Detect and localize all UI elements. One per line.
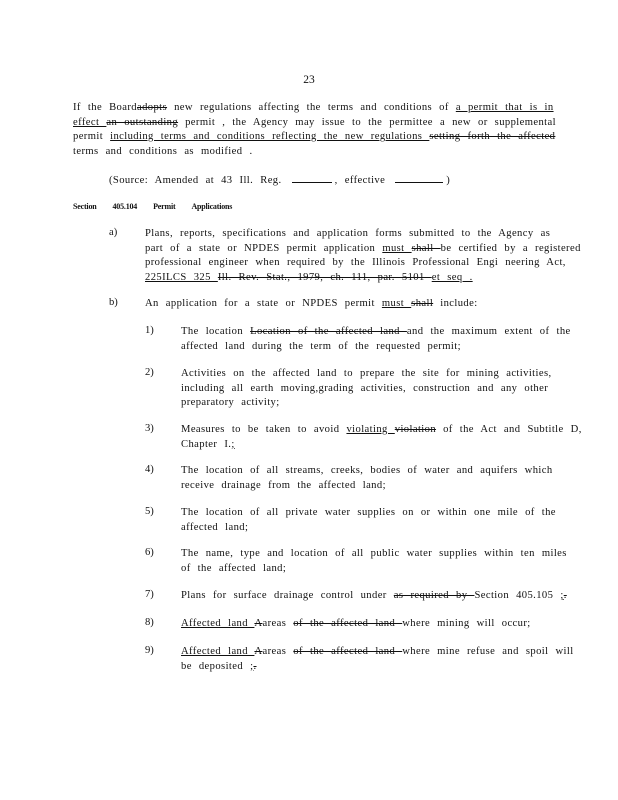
section-title-b: Applications bbox=[191, 202, 233, 211]
source-effective: effective bbox=[344, 175, 386, 186]
deleted-text: shall bbox=[411, 242, 441, 254]
intro-paragraph bbox=[73, 101, 556, 159]
item-8-text bbox=[181, 617, 531, 632]
item-text: of the Act and Subtitle D, bbox=[436, 424, 582, 435]
intro-text: If the Board bbox=[73, 102, 137, 113]
item-3-text bbox=[181, 423, 582, 452]
item-text: areas bbox=[262, 618, 294, 629]
deleted-text: of the affected land bbox=[293, 618, 403, 629]
item-line: including all earth moving,grading activities, construction and any other bbox=[181, 382, 549, 394]
item-6-number: 6) bbox=[145, 547, 154, 558]
item-text: Section 405.105 bbox=[474, 590, 561, 601]
item-text: Plans for surface drainage control under bbox=[181, 590, 394, 601]
inserted-text: a permit that is in bbox=[455, 102, 554, 113]
deleted-text: an outstanding bbox=[106, 116, 179, 128]
item-line: The location of all private water supplies on or within one mile of the bbox=[181, 507, 556, 518]
item-line: of the affected land; bbox=[181, 562, 287, 574]
section-title-a: Permit bbox=[153, 202, 176, 211]
item-text: areas bbox=[262, 646, 294, 657]
intro-line-4: terms and conditions as modified . bbox=[73, 145, 253, 157]
item-7-text bbox=[181, 589, 567, 604]
source-amended: Amended at 43 Ill. Reg. bbox=[154, 175, 282, 186]
deleted-text: . bbox=[253, 660, 257, 672]
inserted-text: effect bbox=[73, 116, 107, 128]
deleted-text: as required by bbox=[393, 590, 475, 601]
intro-line-2 bbox=[73, 116, 556, 131]
date-blank bbox=[395, 172, 443, 183]
intro-line-3 bbox=[73, 130, 556, 145]
inserted-text: violating bbox=[346, 424, 395, 435]
item-6-text bbox=[181, 547, 567, 576]
item-line: Activities on the affected land to prepare the site for mining activities, bbox=[181, 368, 552, 379]
deleted-text: A bbox=[254, 646, 263, 657]
deleted-text: Ill. Rev. Stat., 1979, ch. 111, par. 5101 bbox=[217, 271, 432, 283]
item-line: preparatory activity; bbox=[181, 397, 280, 408]
deleted-text: . bbox=[563, 590, 567, 601]
b-text: include: bbox=[433, 298, 478, 309]
inserted-text: ; bbox=[250, 660, 254, 672]
intro-line-1 bbox=[73, 101, 554, 116]
deleted-text: A bbox=[254, 618, 263, 629]
item-4-text bbox=[181, 464, 553, 493]
item-line bbox=[181, 438, 582, 453]
deleted-text: setting forth the affected bbox=[429, 131, 556, 142]
item-line: affected land; bbox=[181, 521, 249, 533]
item-line: receive drainage from the affected land; bbox=[181, 479, 386, 491]
reg-blank bbox=[292, 172, 332, 183]
a-text: be certified by a registered bbox=[440, 242, 581, 254]
item-text: and the maximum extent of the bbox=[406, 326, 571, 337]
source-prefix: (Source: bbox=[109, 175, 149, 186]
subsection-a-line: Plans, reports, specifications and application forms submitted to the Agency as bbox=[145, 228, 551, 239]
inserted-text: must bbox=[382, 242, 412, 254]
item-3-number: 3) bbox=[145, 423, 154, 434]
subsection-a-line bbox=[145, 242, 581, 257]
subsection-a-line: professional engineer when required by the Illinois Professional Engi neering Act, bbox=[145, 257, 566, 268]
item-line: The location of all streams, creeks, bodies of water and aquifers which bbox=[181, 465, 553, 476]
deleted-text: shall bbox=[411, 298, 434, 309]
subsection-a-line bbox=[145, 271, 540, 286]
deleted-text: ocation of the affected land bbox=[256, 326, 407, 337]
inserted-text: ; bbox=[231, 438, 235, 450]
page-number: 23 bbox=[303, 74, 315, 86]
item-7-number: 7) bbox=[145, 589, 154, 600]
item-1-text bbox=[181, 325, 571, 354]
item-8-number: 8) bbox=[145, 617, 154, 628]
deleted-text: adopts bbox=[136, 102, 168, 113]
inserted-text: 225ILCS 325 bbox=[145, 271, 218, 283]
source-close: ) bbox=[446, 175, 451, 186]
a-text: part of a state or NPDES permit application bbox=[145, 242, 383, 254]
inserted-text: ; bbox=[560, 590, 564, 601]
item-text: Measures to be taken to avoid bbox=[181, 424, 347, 435]
subsection-b-text bbox=[145, 297, 478, 312]
item-5-text bbox=[181, 506, 556, 535]
subsection-b-label: b) bbox=[109, 297, 118, 308]
item-4-number: 4) bbox=[145, 464, 154, 475]
item-line: affected land during the term of the requested permit; bbox=[181, 340, 461, 352]
item-9-number: 9) bbox=[145, 645, 154, 656]
inserted-text: must bbox=[381, 298, 412, 309]
item-9-text bbox=[181, 645, 574, 674]
item-2-number: 2) bbox=[145, 367, 154, 378]
item-text: Chapter I. bbox=[181, 438, 232, 450]
item-line: The name, type and location of all public water supplies within ten miles bbox=[181, 548, 567, 559]
item-text: The location bbox=[181, 326, 251, 337]
item-1-number: 1) bbox=[145, 325, 154, 336]
inserted-text: including terms and conditions reflecting the new regulations bbox=[110, 131, 430, 142]
subsection-a-label: a) bbox=[109, 227, 118, 238]
section-word: Section bbox=[73, 202, 97, 211]
deleted-text: of the affected land bbox=[293, 646, 403, 657]
intro-text: permit bbox=[73, 131, 111, 142]
source-comma: , bbox=[334, 175, 338, 186]
inserted-text: Affected land bbox=[181, 646, 255, 657]
item-line bbox=[181, 423, 582, 438]
item-5-number: 5) bbox=[145, 506, 154, 517]
item-2-text bbox=[181, 367, 552, 411]
deleted-text: violation bbox=[394, 424, 437, 435]
item-text: where mining will occur; bbox=[402, 618, 531, 629]
item-text: be deposited bbox=[181, 660, 251, 672]
b-text: An application for a state or NPDES permit bbox=[145, 298, 382, 309]
subsection-a-text bbox=[145, 227, 581, 285]
intro-text: new regulations affecting the terms and conditions of bbox=[174, 102, 456, 113]
section-heading bbox=[73, 200, 248, 215]
intro-text: permit , the Agency may issue to the permittee a new or supplemental bbox=[178, 116, 556, 128]
inserted-text: Affected land bbox=[181, 618, 255, 629]
deleted-text: L bbox=[250, 326, 257, 337]
item-text: where mine refuse and spoil will bbox=[402, 646, 574, 657]
source-note bbox=[109, 172, 450, 189]
italic-ref: et seq . bbox=[431, 271, 473, 283]
item-line bbox=[181, 645, 574, 660]
section-number: 405.104 bbox=[112, 202, 138, 211]
item-line bbox=[181, 325, 571, 340]
item-line bbox=[181, 660, 574, 675]
